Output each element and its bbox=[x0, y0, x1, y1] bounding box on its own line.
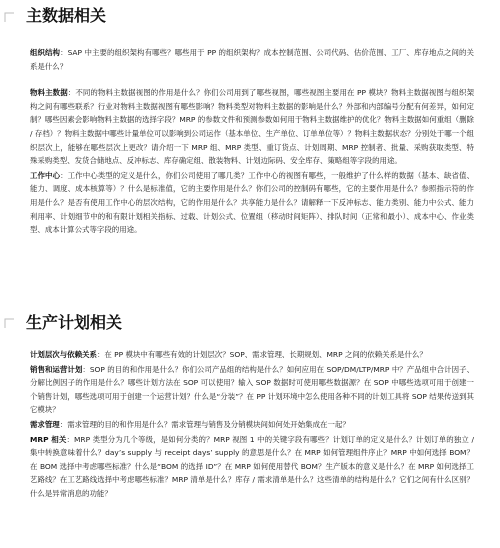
paragraph bbox=[30, 46, 474, 73]
section-body bbox=[30, 46, 474, 238]
paragraph-term: 需求管理 bbox=[30, 419, 60, 429]
paragraph-term: 组织结构 bbox=[30, 48, 61, 57]
paragraph-text: 在 PP 模块中有哪些有效的计划层次？SOP、需求管理、长期规划、MRP 之间的依赖关系是什么？ bbox=[104, 350, 427, 359]
paragraph-separator: ： bbox=[60, 170, 68, 180]
paragraph-text: 需求管理的目的和作用是什么？需求管理与销售及分销模块间如何处开始集成在一起？ bbox=[67, 419, 350, 429]
paragraph-separator: ： bbox=[59, 419, 68, 429]
paragraph-term: 工作中心 bbox=[30, 170, 61, 180]
paragraph-separator: ： bbox=[66, 434, 75, 444]
paragraph-separator: ： bbox=[82, 364, 90, 374]
paragraph bbox=[30, 348, 474, 362]
paragraph bbox=[30, 363, 474, 417]
paragraph-text: 工作中心类型的定义是什么，你们公司使用了哪几类？工作中心的视图有哪些，一般维护了什么样的数据（基本、缺省值、能力、调度、成本核算等）？什么是标准值，它的主要作用是什么？你们公司的控制码有哪些，它的主要作用是什么？参照指示符的作用是什么？是否有使用工作中心的层次结构，它的作用是什么？共享能力是什么？请解释一下反冲标志、能力类别、能力中公式、能力利用率、计划细节中的和有限计划相关指标、过载、计划公式、位置组（移动时间矩阵）、排队时间（正常和最小）、成本中心、作业类型、成本计算公式等字段的用途。 bbox=[30, 170, 475, 235]
paragraph-separator: ： bbox=[67, 88, 76, 98]
paragraph-separator: ： bbox=[96, 350, 105, 359]
section-heading: 主数据相关 bbox=[26, 6, 107, 25]
paragraph-text: SAP 中主要的组织架构有哪些？哪些用于 PP 的组织架构？成本控制范围、公司代码、估价范围、工厂、库存地点之间的关系是什么？ bbox=[30, 48, 474, 71]
paragraph-term: 计划层次与依赖关系 bbox=[30, 350, 97, 359]
paragraph bbox=[30, 169, 474, 237]
paragraph-text: SOP 的目的和作用是什么？你们公司产品组的结构是什么？如何应用在 SOP/DM/LTP/MRP 中？产品组中合计因子、分解比例因子的作用是什么？哪些计划方法在 SOP 可以使用？输入 SOP 数据时可使用哪些数据源？在 SOP 中哪些选项可用于创建一个销售计划，哪些选项可用于创建一个运营计划？什么是“分装”？在 PP 计划环境中怎么使用各种不同的计划工具将 SOP 结果传送到其它模块？ bbox=[30, 364, 475, 415]
section-body bbox=[30, 348, 474, 502]
paragraph bbox=[30, 433, 474, 501]
page-corner-mark bbox=[4, 318, 14, 328]
paragraph-text: MRP 类型分为几个等级，是如何分类的？MRP 视图 1 中的关键字段有哪些？计划订单的定义是什么？计划订单的独立 / 集中转换意味着什么？day’s supply 与 receipt days’ supply 的意思是什么？在 MRP 如何管理组件序止？MRP 中如何选择 BOM？在 BOM 选择中考虑哪些标准？什么是“BOM 的选择 ID”？在 MRP 如何使用替代 BOM？生产版本的意义是什么？在 MRP 如何选择工艺路线？在工艺路线选择中考虑哪些标准？MRP 清单是什么？库存 / 需求清单是什么？这些清单的结构是什么？它们之间有什么区别？什么是异常消息的功能？ bbox=[30, 434, 475, 498]
paragraph-term: 销售和运营计划 bbox=[30, 364, 83, 374]
paragraph-term: 物料主数据 bbox=[30, 88, 68, 98]
paragraph-separator: ： bbox=[60, 48, 68, 57]
section-heading: 生产计划相关 bbox=[26, 313, 123, 332]
paragraph-term: MRP 相关 bbox=[30, 434, 67, 444]
paragraph bbox=[30, 86, 474, 168]
page-corner-mark bbox=[4, 12, 14, 22]
paragraph bbox=[30, 418, 474, 432]
paragraph-text: 不同的物料主数据视图的作用是什么？你们公司用到了哪些视图，哪些视图主要用在 PP 模块？物料主数据视图与组织架构之间有哪些联系？行业对物料主数据视图有哪些影响？物料类型对物料主数据的影响是什么？外部和内部编号分配有何差异，如何定制？哪些因素会影响物料主数据的选择字段？MRP 的参数文件和预测参数如何用于物料主数据维护的优化？物料主数据如何重组（删除 / 存档）？物料主数据中哪些计量单位可以影响到公司运作（基本单位、生产单位、订单单位等）？物料主数据状态？分别处于哪一个组织层次上，能够在哪些层次上更改？请介绍一下 MRP 组、MRP 类型、重订货点、计划周期、MRP 控制者、批量、采购获取类型、特殊采购类型、发货合储地点、反冲标志、库存确定组、散装物料、计划边际码、安全库存、策略组等字段的用途。 bbox=[30, 88, 475, 166]
